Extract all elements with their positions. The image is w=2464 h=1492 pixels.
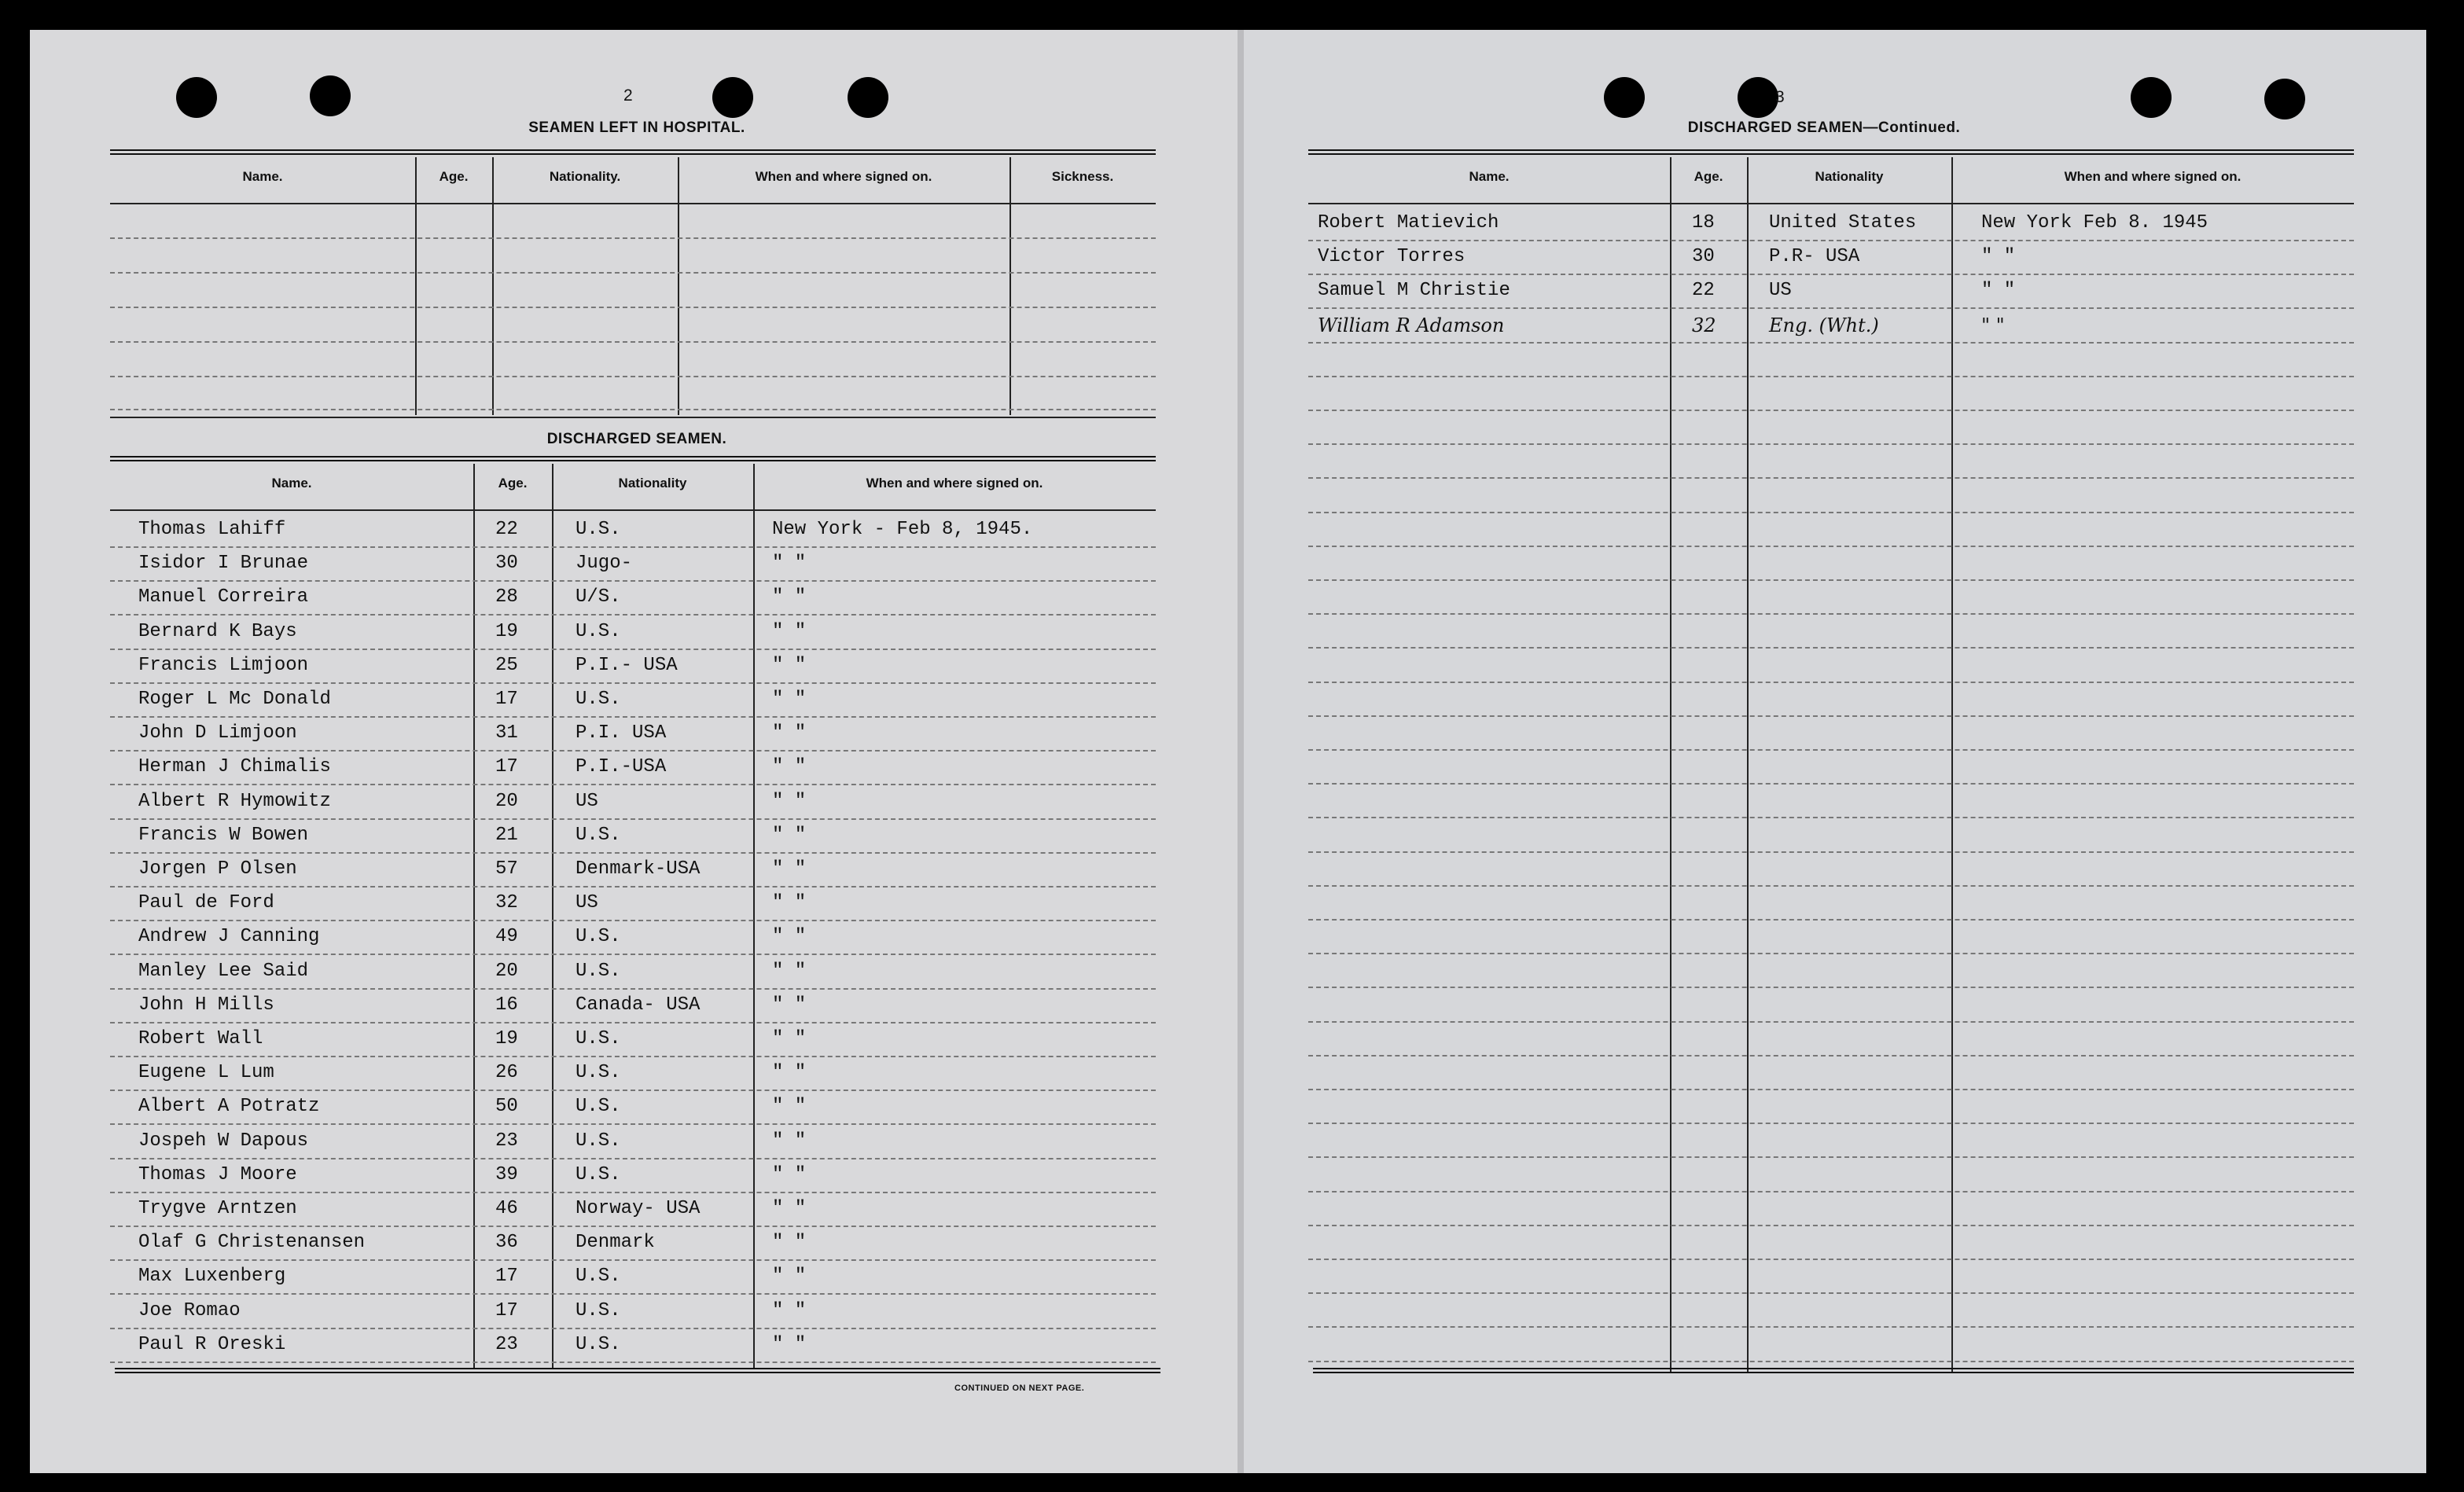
punch-hole [712, 77, 753, 118]
discharged-col-divider [552, 464, 553, 1369]
seaman-age: 36 [495, 1232, 518, 1253]
seaman-age: 17 [495, 756, 518, 777]
seaman-age: 16 [495, 994, 518, 1016]
hospital-col-name: Name. [242, 169, 283, 184]
table-row-line [1308, 342, 2354, 344]
table-row-line [1308, 885, 2354, 887]
discharged-col-nationality: Nationality [618, 476, 687, 491]
table-row-line [110, 1293, 1156, 1295]
seaman-age: 30 [495, 553, 518, 574]
seaman-signed-on: " " [1981, 246, 2016, 267]
seaman-signed-on: " " [772, 1130, 807, 1152]
table-row-line [1308, 682, 2354, 683]
table-row-line [1308, 1156, 2354, 1158]
seaman-name: Max Luxenberg [138, 1266, 286, 1287]
seaman-age: 19 [495, 1028, 518, 1049]
seaman-age: 23 [495, 1334, 518, 1355]
table-row-line [1308, 919, 2354, 921]
discharged-col-age: Age. [498, 476, 528, 491]
table-row-line [110, 886, 1156, 887]
seaman-signed-on: " " [772, 1028, 807, 1049]
table-row-line [1308, 1089, 2354, 1090]
table-row-line [110, 750, 1156, 752]
seaman-name: Albert R Hymowitz [138, 791, 331, 812]
seaman-name: Victor Torres [1318, 246, 1466, 267]
seaman-signed-on: " " [772, 1198, 807, 1219]
table-row-line [110, 920, 1156, 921]
seaman-name: Bernard K Bays [138, 621, 297, 642]
right-col-signed-on: When and where signed on. [2064, 169, 2242, 184]
discharged-col-name: Name. [271, 476, 312, 491]
seaman-signed-on: " " [772, 1334, 807, 1355]
seaman-nationality: U.S. [576, 1164, 621, 1185]
seaman-nationality: Jugo- [576, 553, 633, 574]
seaman-signed-on: " " [772, 1096, 807, 1117]
discharged-table-bottom-rule [115, 1368, 1160, 1373]
seaman-age: 57 [495, 858, 518, 880]
seaman-name: Francis Limjoon [138, 655, 309, 676]
seaman-nationality: P.I.-USA [576, 756, 667, 777]
discharged-continued-title: DISCHARGED SEAMEN—Continued. [1687, 119, 1961, 136]
seaman-name: Jospeh W Dapous [138, 1130, 309, 1152]
seaman-signed-on: " " [772, 994, 807, 1016]
seaman-age: 31 [495, 722, 518, 744]
punch-hole [176, 77, 217, 118]
seaman-name: Paul R Oreski [138, 1334, 286, 1355]
seaman-signed-on: " " [1981, 280, 2016, 301]
right-table-bottom-rule [1313, 1368, 2354, 1373]
seaman-nationality: U.S. [576, 1130, 621, 1152]
table-row-line [110, 784, 1156, 785]
seaman-age: 18 [1692, 212, 1715, 233]
seaman-nationality: US [1769, 280, 1792, 301]
hospital-col-sickness: Sickness. [1051, 169, 1114, 184]
right-col-nationality: Nationality [1815, 169, 1884, 184]
seaman-signed-on: " " [1981, 314, 2005, 336]
table-row-line [1308, 613, 2354, 615]
seaman-name: William R Adamson [1318, 314, 1505, 336]
seaman-name: Olaf G Christenansen [138, 1232, 366, 1253]
discharged-col-divider [753, 464, 755, 1369]
table-row-line [1308, 1361, 2354, 1362]
table-row-line [110, 1328, 1156, 1329]
punch-hole [2131, 77, 2172, 118]
seaman-signed-on: " " [772, 722, 807, 744]
table-row-line [110, 1362, 1156, 1363]
seaman-nationality: Canada- USA [576, 994, 701, 1016]
table-row-line [1308, 307, 2354, 309]
seaman-nationality: Eng. (Wht.) [1769, 314, 1879, 336]
table-row-line [1308, 512, 2354, 513]
seaman-signed-on: " " [772, 1232, 807, 1253]
seaman-nationality: U.S. [576, 1028, 621, 1049]
seaman-signed-on: " " [772, 1300, 807, 1321]
seaman-signed-on: " " [772, 858, 807, 880]
table-row-line [1308, 783, 2354, 785]
page-number-left: 2 [623, 86, 633, 105]
table-row-line [1308, 376, 2354, 377]
seaman-age: 17 [495, 1300, 518, 1321]
seaman-age: 21 [495, 825, 518, 846]
table-row-line [1308, 647, 2354, 649]
seaman-nationality: U.S. [576, 1300, 621, 1321]
seaman-nationality: U.S. [576, 1096, 621, 1117]
seaman-nationality: United States [1769, 212, 1917, 233]
seaman-age: 17 [495, 689, 518, 710]
punch-hole [1738, 77, 1778, 118]
seaman-name: Isidor I Brunae [138, 553, 309, 574]
hospital-section-title: SEAMEN LEFT IN HOSPITAL. [528, 119, 745, 136]
seaman-signed-on: " " [772, 1266, 807, 1287]
seaman-name: Robert Matievich [1318, 212, 1499, 233]
table-row-line [1308, 987, 2354, 988]
seaman-name: Andrew J Canning [138, 926, 320, 947]
hospital-table-top-rule [110, 149, 1156, 155]
seaman-name: Robert Wall [138, 1028, 263, 1049]
seaman-age: 49 [495, 926, 518, 947]
left-page [30, 30, 1241, 1473]
table-row-line [110, 954, 1156, 955]
seaman-age: 32 [1692, 314, 1716, 336]
table-row-line [1308, 274, 2354, 275]
seaman-nationality: U.S. [576, 1062, 621, 1083]
table-row-line [1308, 749, 2354, 751]
right-table-top-rule [1308, 149, 2354, 155]
seaman-age: 28 [495, 586, 518, 608]
seaman-signed-on: " " [772, 1164, 807, 1185]
seaman-name: Trygve Arntzen [138, 1198, 297, 1219]
table-row-line [110, 682, 1156, 684]
table-row-line [110, 649, 1156, 650]
seaman-nationality: US [576, 892, 598, 913]
continued-note: CONTINUED ON NEXT PAGE. [954, 1384, 1085, 1393]
seaman-nationality: U.S. [576, 689, 621, 710]
seaman-signed-on: " " [772, 961, 807, 982]
table-row-line [110, 546, 1156, 548]
seaman-signed-on: " " [772, 553, 807, 574]
table-row-line [1308, 851, 2354, 853]
discharged-col-signed-on: When and where signed on. [866, 476, 1043, 491]
table-row-line [110, 852, 1156, 854]
punch-hole [848, 77, 888, 118]
seaman-name: Manley Lee Said [138, 961, 309, 982]
seaman-age: 46 [495, 1198, 518, 1219]
table-row-line [110, 580, 1156, 582]
hospital-row-line [110, 376, 1156, 377]
hospital-header-rule [110, 203, 1156, 204]
seaman-name: Jorgen P Olsen [138, 858, 297, 880]
seaman-age: 20 [495, 791, 518, 812]
seaman-age: 50 [495, 1096, 518, 1117]
table-row-line [1308, 410, 2354, 411]
seaman-signed-on: New York Feb 8. 1945 [1981, 212, 2208, 233]
seaman-age: 19 [495, 621, 518, 642]
hospital-table-bottom-rule [110, 417, 1156, 418]
seaman-nationality: P.I.- USA [576, 655, 678, 676]
table-row-line [1308, 1021, 2354, 1023]
table-row-line [110, 818, 1156, 820]
table-row-line [1308, 1326, 2354, 1328]
table-row-line [110, 1056, 1156, 1057]
seaman-signed-on: " " [772, 621, 807, 642]
seaman-name: Roger L Mc Donald [138, 689, 331, 710]
seaman-age: 17 [495, 1266, 518, 1287]
hospital-col-nationality: Nationality. [549, 169, 621, 184]
seaman-nationality: Denmark-USA [576, 858, 701, 880]
seaman-nationality: Norway- USA [576, 1198, 701, 1219]
table-row-line [110, 1090, 1156, 1091]
table-row-line [1308, 1191, 2354, 1192]
seaman-age: 26 [495, 1062, 518, 1083]
seaman-name: Samuel M Christie [1318, 280, 1510, 301]
seaman-name: Thomas J Moore [138, 1164, 297, 1185]
seaman-nationality: P.R- USA [1769, 246, 1860, 267]
punch-hole [310, 75, 351, 116]
table-row-line [1308, 715, 2354, 717]
seaman-age: 22 [1692, 280, 1715, 301]
seaman-age: 23 [495, 1130, 518, 1152]
table-row-line [1308, 817, 2354, 818]
seaman-age: 22 [495, 519, 518, 540]
seaman-name: Paul de Ford [138, 892, 274, 913]
seaman-name: Albert A Potratz [138, 1096, 320, 1117]
seaman-nationality: U.S. [576, 1334, 621, 1355]
hospital-row-line [110, 307, 1156, 308]
seaman-signed-on: " " [772, 756, 807, 777]
seaman-nationality: U/S. [576, 586, 621, 608]
table-row-line [110, 988, 1156, 990]
seaman-name: Herman J Chimalis [138, 756, 331, 777]
seaman-signed-on: New York - Feb 8, 1945. [772, 519, 1033, 540]
seaman-name: Thomas Lahiff [138, 519, 286, 540]
table-row-line [1308, 240, 2354, 241]
seaman-nationality: Denmark [576, 1232, 655, 1253]
table-row-line [1308, 477, 2354, 479]
table-row-line [1308, 1225, 2354, 1226]
page-number-right: 3 [1775, 88, 1785, 106]
right-header-rule [1308, 203, 2354, 204]
seaman-nationality: U.S. [576, 621, 621, 642]
seaman-signed-on: " " [772, 825, 807, 846]
seaman-nationality: U.S. [576, 519, 621, 540]
seaman-age: 32 [495, 892, 518, 913]
seaman-age: 25 [495, 655, 518, 676]
page-fold [1238, 30, 1244, 1473]
seaman-signed-on: " " [772, 791, 807, 812]
seaman-age: 39 [495, 1164, 518, 1185]
seaman-signed-on: " " [772, 689, 807, 710]
table-row-line [110, 1022, 1156, 1023]
seaman-name: Francis W Bowen [138, 825, 309, 846]
seaman-age: 20 [495, 961, 518, 982]
seaman-nationality: US [576, 791, 598, 812]
table-row-line [110, 1192, 1156, 1193]
discharged-header-rule [110, 509, 1156, 511]
discharged-table-top-rule [110, 456, 1156, 461]
seaman-name: Joe Romao [138, 1300, 241, 1321]
hospital-row-line [110, 272, 1156, 274]
seaman-nationality: U.S. [576, 926, 621, 947]
seaman-signed-on: " " [772, 892, 807, 913]
discharged-section-title: DISCHARGED SEAMEN. [546, 431, 727, 447]
seaman-name: John H Mills [138, 994, 274, 1016]
table-row-line [110, 1123, 1156, 1125]
table-row-line [1308, 546, 2354, 547]
table-row-line [1308, 1259, 2354, 1260]
seaman-nationality: U.S. [576, 961, 621, 982]
table-row-line [1308, 953, 2354, 954]
table-row-line [1308, 579, 2354, 581]
seaman-nationality: U.S. [576, 1266, 621, 1287]
table-row-line [110, 1226, 1156, 1227]
seaman-nationality: P.I. USA [576, 722, 667, 744]
seaman-nationality: U.S. [576, 825, 621, 846]
punch-hole [1604, 77, 1645, 118]
hospital-row-line [110, 409, 1156, 410]
table-row-line [1308, 1292, 2354, 1294]
table-row-line [110, 716, 1156, 718]
hospital-row-line [110, 341, 1156, 343]
hospital-col-age: Age. [439, 169, 469, 184]
discharged-col-divider [473, 464, 475, 1369]
table-row-line [1308, 1055, 2354, 1057]
seaman-name: John D Limjoon [138, 722, 297, 744]
table-row-line [110, 1259, 1156, 1261]
seaman-name: Manuel Correira [138, 586, 309, 608]
seaman-signed-on: " " [772, 586, 807, 608]
table-row-line [110, 1158, 1156, 1159]
seaman-signed-on: " " [772, 926, 807, 947]
hospital-col-signed-on: When and where signed on. [755, 169, 932, 184]
hospital-row-line [110, 237, 1156, 239]
table-row-line [1308, 443, 2354, 445]
seaman-age: 30 [1692, 246, 1715, 267]
seaman-signed-on: " " [772, 1062, 807, 1083]
table-row-line [110, 614, 1156, 616]
seaman-signed-on: " " [772, 655, 807, 676]
seaman-name: Eugene L Lum [138, 1062, 274, 1083]
table-row-line [1308, 1123, 2354, 1124]
right-col-age: Age. [1694, 169, 1723, 184]
right-col-name: Name. [1469, 169, 1510, 184]
punch-hole [2264, 79, 2305, 119]
